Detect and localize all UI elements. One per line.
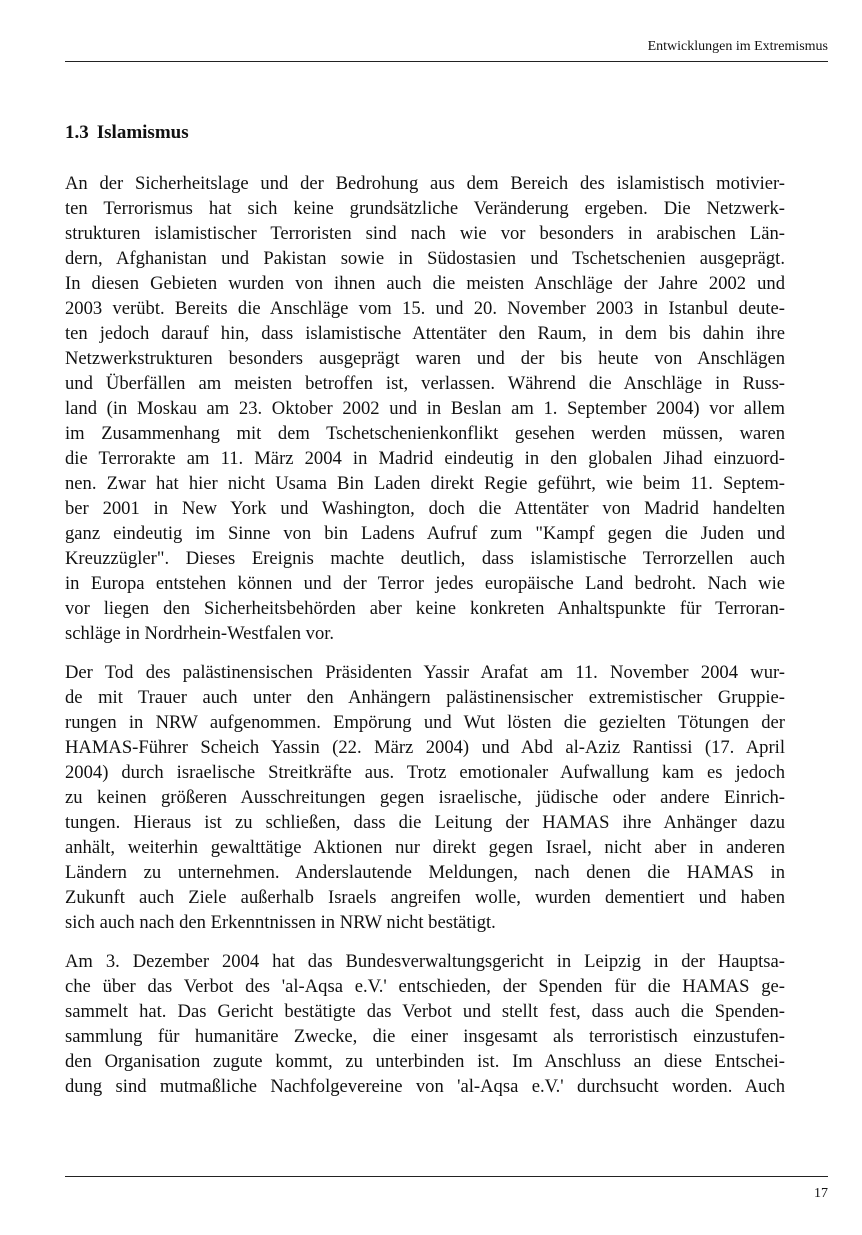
text-line: sich auch nach den Erkenntnissen in NRW nicht bestätigt. xyxy=(65,912,496,933)
text-line: Am 3. Dezember 2004 hat das Bundesverwaltungsgericht in Leipzig in der Hauptsa- xyxy=(65,951,785,972)
body-text xyxy=(65,171,785,1113)
paragraph xyxy=(65,949,785,1099)
text-line: strukturen islamistischer Terroristen sind nach wie vor besonders in arabischen Län- xyxy=(65,223,785,244)
section-number: 1.3 xyxy=(65,122,89,143)
text-line: die Terrorakte am 11. März 2004 in Madrid eindeutig in den globalen Jihad einzuord- xyxy=(65,448,785,469)
text-line: ber 2001 in New York und Washington, doch die Attentäter von Madrid handelten xyxy=(65,498,785,519)
text-line: ganz eindeutig im Sinne von bin Ladens Aufruf zum "Kampf gegen die Juden und xyxy=(65,523,785,544)
text-line: vor liegen den Sicherheitsbehörden aber keine konkreten Anhaltspunkte für Terroran- xyxy=(65,598,785,619)
header-rule xyxy=(65,61,828,62)
section-heading xyxy=(65,121,189,145)
text-line: Ländern zu unternehmen. Anderslautende Meldungen, nach denen die HAMAS in xyxy=(65,862,785,883)
text-line: anhält, weiterhin gewalttätige Aktionen nur direkt gegen Israel, nicht aber in anderen xyxy=(65,837,785,858)
text-line: dung sind mutmaßliche Nachfolgevereine von 'al-Aqsa e.V.' durchsucht worden. Auch xyxy=(65,1076,785,1097)
text-line: Kreuzzügler". Dieses Ereignis machte deutlich, dass islamistische Terrorzellen auch xyxy=(65,548,785,569)
text-line: che über das Verbot des 'al-Aqsa e.V.' entschieden, der Spenden für die HAMAS ge- xyxy=(65,976,785,997)
text-line: den Organisation zugute kommt, zu unterbinden ist. Im Anschluss an diese Entschei- xyxy=(65,1051,785,1072)
text-line: rungen in NRW aufgenommen. Empörung und Wut lösten die gezielten Tötungen der xyxy=(65,712,785,733)
text-line: An der Sicherheitslage und der Bedrohung aus dem Bereich des islamistisch motivier- xyxy=(65,173,785,194)
text-line: sammelt hat. Das Gericht bestätigte das Verbot und stellt fest, dass auch die Spenden- xyxy=(65,1001,785,1022)
text-line: dern, Afghanistan und Pakistan sowie in Südostasien und Tschetschenien ausgeprägt. xyxy=(65,248,785,269)
text-line: de mit Trauer auch unter den Anhängern palästinensischer extremistischer Gruppie- xyxy=(65,687,785,708)
text-line: schläge in Nordrhein-Westfalen vor. xyxy=(65,623,335,644)
text-line: Netzwerkstrukturen besonders ausgeprägt waren und der bis heute von Anschlägen xyxy=(65,348,785,369)
text-line: 2004) durch israelische Streitkräfte aus. Trotz emotionaler Aufwallung kam es jedoch xyxy=(65,762,785,783)
text-line: In diesen Gebieten wurden von ihnen auch die meisten Anschläge der Jahre 2002 und xyxy=(65,273,785,294)
text-line: land (in Moskau am 23. Oktober 2002 und in Beslan am 1. September 2004) vor allem xyxy=(65,398,785,419)
text-line: ten Terrorismus hat sich keine grundsätzliche Veränderung ergeben. Die Netzwerk- xyxy=(65,198,785,219)
footer-rule xyxy=(65,1176,828,1177)
text-line: tungen. Hieraus ist zu schließen, dass die Leitung der HAMAS ihre Anhänger dazu xyxy=(65,812,785,833)
text-line: zu keinen größeren Ausschreitungen gegen israelische, jüdische oder andere Einrich- xyxy=(65,787,785,808)
text-line: 2003 verübt. Bereits die Anschläge vom 15. und 20. November 2003 in Istanbul deute- xyxy=(65,298,785,319)
text-line: in Europa entstehen können und der Terror jedes europäische Land bedroht. Nach wie xyxy=(65,573,785,594)
text-line: im Zusammenhang mit dem Tschetschenienkonflikt gesehen werden müssen, waren xyxy=(65,423,785,444)
text-line: Zukunft auch Ziele außerhalb Israels angreifen wolle, wurden dementiert und haben xyxy=(65,887,785,908)
paragraph xyxy=(65,171,785,646)
paragraph xyxy=(65,660,785,935)
text-line: sammlung für humanitäre Zwecke, die einer insgesamt als terroristisch einzustufen- xyxy=(65,1026,785,1047)
text-line: HAMAS-Führer Scheich Yassin (22. März 2004) und Abd al-Aziz Rantissi (17. April xyxy=(65,737,785,758)
page-number: 17 xyxy=(814,1186,828,1201)
text-line: nen. Zwar hat hier nicht Usama Bin Laden direkt Regie geführt, wie beim 11. Septem- xyxy=(65,473,785,494)
text-line: Der Tod des palästinensischen Präsidenten Yassir Arafat am 11. November 2004 wur- xyxy=(65,662,785,683)
text-line: und Überfällen am meisten betroffen ist, verlassen. Während die Anschläge in Russ- xyxy=(65,373,785,394)
running-header: Entwicklungen im Extremismus xyxy=(647,39,828,54)
text-line: ten jedoch darauf hin, dass islamistische Attentäter den Raum, in dem bis dahin ihre xyxy=(65,323,785,344)
section-title: Islamismus xyxy=(96,122,189,143)
